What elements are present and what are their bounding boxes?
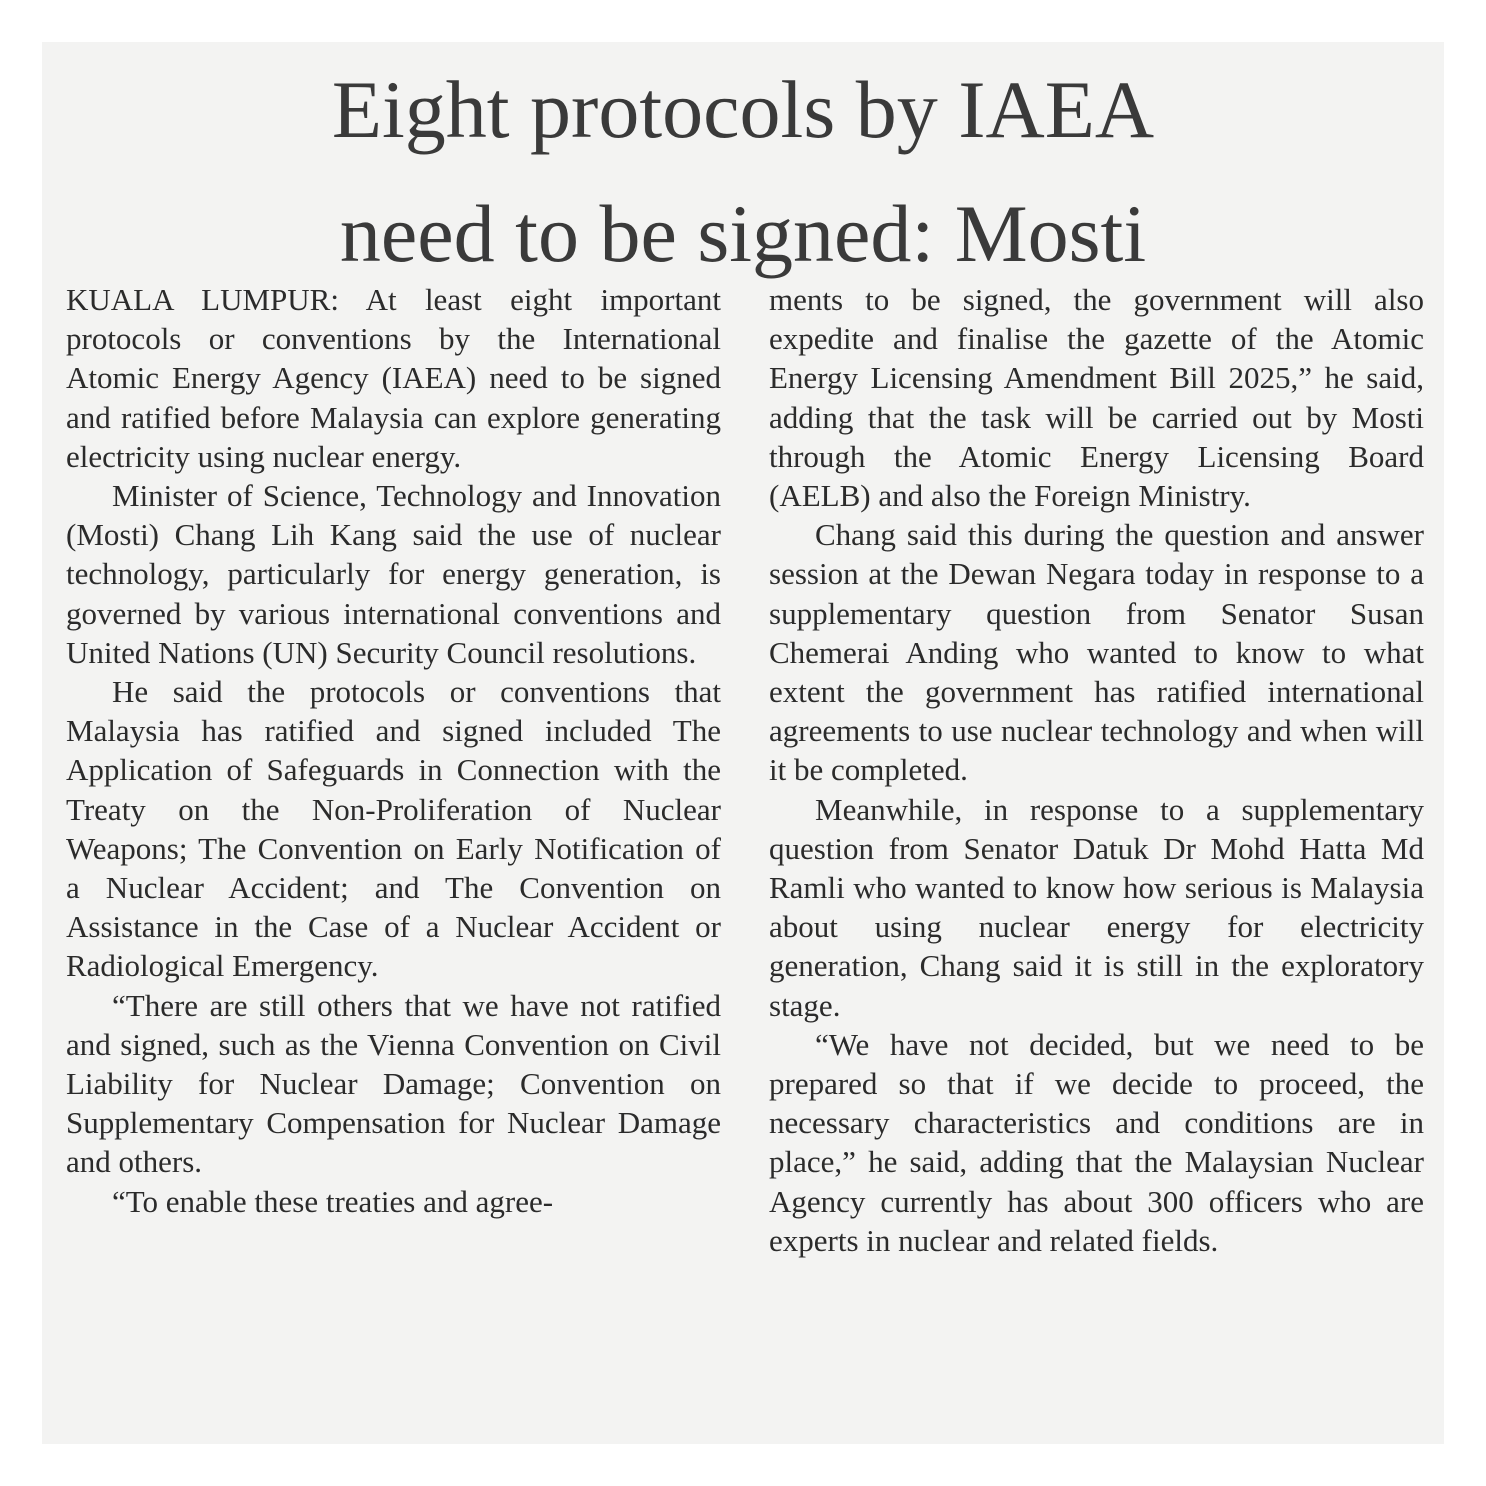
- headline-line-2: need to be signed: Mosti: [339, 188, 1147, 279]
- paragraph-quote: “To enable these treaties and agree-: [112, 1183, 554, 1219]
- paragraph: Meanwhile, in response to a supplementary question from Senator Datuk Dr Mohd Hatta Md Ramli who wanted to know how serious is Malaysia about using nuclear energy for electricity generation, Chang said it is still in the exploratory stage.: [769, 791, 1424, 1023]
- paragraph-dateline: KUALA LUMPUR: At least eight important protocols or conventions by the International Atomic Energy Agency (IAEA) need to be signed and ratified before Malaysia can explore generating electricity using nuclear energy.: [66, 282, 721, 474]
- newspaper-clipping: [42, 42, 1444, 1444]
- paragraph: He said the protocols or conventions that Malaysia has ratified and signed included The Application of Safeguards in Connection with the Treaty on the Non-Proliferation of Nuclear Weapons; The Convention on Early Notification of a Nuclear Accident; and The Convention on Assistance in the Case of a Nuclear Accident or Radiological Emergency.: [66, 674, 721, 984]
- paragraph: Minister of Science, Technology and Innovation (Mosti) Chang Lih Kang said the use of nuclear technology, particularly for energy generation, is governed by various international conventions and United Nations (UN) Security Council resolutions.: [66, 478, 721, 670]
- paragraph-quote: “We have not decided, but we need to be prepared so that if we decide to proceed, the necessary characteristics and conditions are in place,” he said, adding that the Malaysian Nuclear Agency currently has about 300 officers who are experts in nuclear and related fields.: [769, 1026, 1424, 1258]
- paragraph-quote: “There are still others that we have not ratified and signed, such as the Vienna Convention on Civil Liability for Nuclear Damage; Convention on Supplementary Compensation for Nuclear Damage and others.: [66, 987, 721, 1180]
- paragraph: Chang said this during the question and answer session at the Dewan Negara today in response to a supplementary question from Senator Susan Chemerai Anding who wanted to know to what extent the government has ratified international agreements to use nuclear technology and when will it be completed.: [769, 517, 1424, 788]
- article-column-left: [66, 280, 721, 1221]
- headline-line-1: Eight protocols by IAEA: [331, 64, 1155, 155]
- article-column-right: [769, 280, 1424, 1260]
- paragraph-continued: ments to be signed, the government will also expedite and finalise the gazette of the Atomic Energy Licensing Amendment Bill 2025,” he said, adding that the task will be carried out by Mosti through the Atomic Energy Licensing Board (AELB) and also the Foreign Ministry.: [769, 282, 1424, 514]
